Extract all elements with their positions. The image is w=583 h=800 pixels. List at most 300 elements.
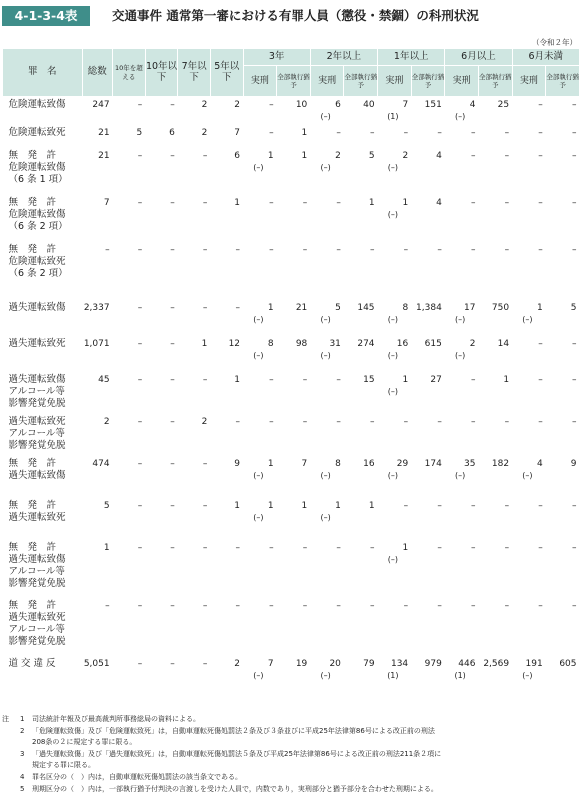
- table-cell: [512, 456, 546, 498]
- table-cell: [82, 300, 113, 336]
- cell-value: –: [336, 600, 341, 611]
- table-cell: [277, 195, 311, 242]
- table-cell: [512, 656, 546, 689]
- cell-value: –: [137, 100, 143, 110]
- table-cell: [277, 456, 311, 498]
- cell-value: 5,051: [83, 658, 110, 669]
- table-cell: [243, 372, 277, 414]
- crime-name-line: 影響発覚免脱: [8, 635, 66, 647]
- cell-value: –: [137, 658, 143, 669]
- cell-value: –: [403, 600, 409, 611]
- row-crime-name: [3, 195, 83, 242]
- table-cell: [277, 97, 311, 125]
- table-cell: [512, 300, 546, 336]
- table-cell: [478, 336, 512, 372]
- cell-value: –: [437, 416, 442, 427]
- partial-suspension-count: (–): [320, 314, 331, 324]
- cell-value: –: [437, 542, 442, 553]
- table-cell: [178, 97, 211, 125]
- table-cell: [82, 148, 113, 195]
- cell-value: 2: [335, 150, 341, 161]
- cell-value: –: [538, 127, 543, 138]
- table-cell: [411, 148, 445, 195]
- row-crime-name: [3, 414, 83, 456]
- table-cell: [277, 414, 311, 456]
- cell-value: –: [370, 127, 375, 138]
- cell-value: –: [105, 244, 110, 255]
- footnote-item: [0, 749, 583, 772]
- table-cell: [478, 498, 512, 540]
- table-cell: [546, 97, 580, 125]
- cell-value: –: [202, 500, 208, 511]
- table-cell: [411, 97, 445, 125]
- subheader-yuyo: 全部執行猶予: [411, 66, 445, 97]
- cell-value: –: [235, 416, 241, 427]
- table-row: [3, 456, 580, 498]
- cell-value: –: [269, 542, 274, 553]
- table-cell: [546, 456, 580, 498]
- cell-value: 98: [295, 338, 308, 349]
- table-cell: [344, 97, 378, 125]
- table-cell: [478, 414, 512, 456]
- table-cell: [478, 456, 512, 498]
- cell-value: –: [202, 244, 208, 255]
- table-cell: [344, 125, 378, 148]
- subheader-yuyo: 全部執行猶予: [478, 66, 512, 97]
- cell-value: –: [572, 338, 577, 349]
- table-cell: [243, 148, 277, 195]
- table-cell: [512, 336, 546, 372]
- cell-value: 20: [329, 658, 341, 669]
- cell-value: –: [538, 100, 543, 110]
- partial-suspension-count: (–): [455, 470, 466, 480]
- cell-value: 2: [201, 127, 208, 138]
- table-cell: [445, 97, 479, 125]
- cell-value: 7: [301, 458, 308, 469]
- partial-suspension-count: (–): [320, 512, 331, 522]
- cell-value: –: [269, 127, 274, 138]
- partial-suspension-count: (–): [522, 670, 533, 680]
- cell-value: –: [470, 600, 476, 611]
- cell-value: –: [572, 374, 577, 385]
- partial-suspension-count: (–): [387, 350, 398, 360]
- table-cell: [445, 125, 479, 148]
- cell-value: –: [170, 658, 175, 669]
- cell-value: 8: [402, 302, 409, 313]
- table-cell: [243, 656, 277, 689]
- cell-value: –: [470, 150, 476, 161]
- cell-value: –: [370, 416, 375, 427]
- cell-value: –: [470, 197, 476, 208]
- table-cell: [210, 456, 243, 498]
- cell-value: –: [470, 244, 476, 255]
- cell-value: 1: [267, 458, 274, 469]
- cell-value: 1: [267, 500, 274, 511]
- table-cell: [82, 125, 113, 148]
- crime-name-line: 危険運転致傷: [8, 208, 66, 220]
- cell-value: –: [137, 244, 143, 255]
- cell-value: –: [336, 127, 341, 138]
- table-cell: [178, 336, 211, 372]
- crime-name-line: 過失運転致死: [8, 611, 66, 623]
- table-cell: [243, 97, 277, 125]
- table-cell: [512, 414, 546, 456]
- table-cell: [310, 656, 344, 689]
- footnote-line: 「過失運転致傷」及び「過失運転致死」は，自動車運転死傷処罰法５条及び平成25年法律第86号による改正前の刑法211条２項に: [32, 749, 442, 758]
- cell-value: 16: [396, 338, 409, 349]
- footnote-number: 1: [20, 715, 25, 723]
- cell-value: –: [269, 416, 274, 427]
- table-cell: [210, 540, 243, 598]
- cell-value: –: [504, 150, 510, 161]
- cell-value: –: [370, 244, 375, 255]
- cell-value: –: [538, 338, 543, 349]
- cell-value: –: [202, 542, 208, 553]
- cell-value: –: [572, 244, 577, 255]
- cell-value: 21: [98, 150, 110, 161]
- table-cell: [445, 456, 479, 498]
- partial-suspension-count: (–): [253, 670, 264, 680]
- table-cell: [113, 300, 146, 336]
- cell-value: 2: [103, 416, 110, 427]
- row-crime-name: [3, 372, 83, 414]
- cell-value: 1: [103, 542, 110, 553]
- cell-value: –: [170, 458, 175, 469]
- cell-value: –: [336, 416, 341, 427]
- partial-suspension-count: (1): [387, 112, 399, 121]
- table-cell: [411, 125, 445, 148]
- partial-suspension-count: (–): [253, 512, 264, 522]
- table-cell: [178, 195, 211, 242]
- footnote-item: [0, 784, 583, 796]
- table-cell: [378, 195, 412, 242]
- cell-value: –: [470, 127, 476, 138]
- crime-name-line: 過失運転致死: [8, 337, 66, 349]
- cell-value: –: [137, 458, 143, 469]
- col-header-3y: 3年: [243, 49, 310, 66]
- cell-value: 1: [267, 302, 274, 313]
- cell-value: –: [403, 244, 409, 255]
- table-cell: [546, 242, 580, 300]
- table-cell: [82, 540, 113, 598]
- col-header-1y-plus: 1年以上: [378, 49, 445, 66]
- crime-name-line: 無 発 許: [8, 149, 57, 161]
- cell-value: 1: [234, 197, 241, 208]
- crime-name-line: 影響発覚免脱: [8, 439, 66, 451]
- table-cell: [411, 656, 445, 689]
- cell-value: 40: [363, 100, 375, 110]
- table-cell: [210, 372, 243, 414]
- table-row: [3, 195, 580, 242]
- table-cell: [178, 372, 211, 414]
- table-cell: [310, 97, 344, 125]
- table-cell: [310, 598, 344, 656]
- table-cell: [82, 498, 113, 540]
- cell-value: 1,071: [83, 338, 110, 349]
- table-cell: [478, 97, 512, 125]
- table-cell: [546, 125, 580, 148]
- cell-value: –: [538, 542, 543, 553]
- table-cell: [82, 97, 113, 125]
- table-cell: [445, 598, 479, 656]
- cell-value: –: [572, 416, 577, 427]
- table-row: [3, 300, 580, 336]
- footnote-number: 4: [20, 772, 25, 781]
- table-cell: [546, 148, 580, 195]
- table-cell: [178, 125, 211, 148]
- subheader-jitsu: 実刑: [310, 66, 344, 97]
- row-crime-name: [3, 336, 83, 372]
- table-cell: [210, 300, 243, 336]
- partial-suspension-count: (–): [387, 470, 398, 480]
- table-cell: [411, 414, 445, 456]
- cell-value: 6: [169, 127, 175, 138]
- cell-value: 1: [301, 127, 308, 138]
- cell-value: 605: [559, 658, 577, 669]
- cell-value: 45: [98, 374, 110, 385]
- cell-value: 9: [570, 458, 577, 469]
- table-cell: [113, 456, 146, 498]
- table-cell: [113, 242, 146, 300]
- footnote-number: 3: [20, 749, 25, 758]
- cell-value: –: [170, 150, 175, 161]
- cell-value: 17: [463, 302, 476, 313]
- table-cell: [478, 148, 512, 195]
- table-cell: [145, 242, 178, 300]
- table-cell: [145, 125, 178, 148]
- cell-value: –: [572, 100, 577, 110]
- cell-value: 35: [463, 458, 476, 469]
- table-cell: [378, 97, 412, 125]
- table-cell: [310, 498, 344, 540]
- cell-value: 5: [136, 127, 143, 138]
- table-cell: [243, 598, 277, 656]
- table-cell: [310, 372, 344, 414]
- cell-value: 2: [469, 338, 476, 349]
- row-crime-name: [3, 148, 83, 195]
- table-cell: [411, 300, 445, 336]
- subheader-yuyo: 全部執行猶予: [344, 66, 378, 97]
- table-cell: [344, 540, 378, 598]
- table-cell: [310, 195, 344, 242]
- table-cell: [310, 456, 344, 498]
- table-cell: [145, 656, 178, 689]
- table-cell: [411, 195, 445, 242]
- table-cell: [277, 242, 311, 300]
- cell-value: –: [170, 542, 175, 553]
- table-cell: [445, 372, 479, 414]
- table-cell: [344, 456, 378, 498]
- table-cell: [344, 414, 378, 456]
- cell-value: –: [170, 100, 175, 110]
- table-cell: [145, 498, 178, 540]
- table-cell: [512, 540, 546, 598]
- footnote-item: [0, 714, 583, 726]
- table-cell: [210, 414, 243, 456]
- cell-value: 7: [402, 100, 409, 110]
- cell-value: –: [437, 600, 442, 611]
- cell-value: –: [137, 302, 143, 313]
- table-cell: [344, 336, 378, 372]
- table-cell: [344, 656, 378, 689]
- cell-value: –: [572, 542, 577, 553]
- col-header-over10: 10年を超える: [113, 49, 146, 97]
- cell-value: 27: [430, 374, 442, 385]
- cell-value: –: [137, 416, 143, 427]
- table-cell: [243, 125, 277, 148]
- table-cell: [243, 300, 277, 336]
- table-cell: [277, 656, 311, 689]
- cell-value: –: [269, 600, 274, 611]
- cell-value: –: [572, 500, 577, 511]
- cell-value: 1: [503, 374, 510, 385]
- table-cell: [82, 656, 113, 689]
- cell-value: –: [170, 338, 175, 349]
- cell-value: 979: [424, 658, 442, 669]
- table-cell: [512, 148, 546, 195]
- table-cell: [478, 300, 512, 336]
- partial-suspension-count: (–): [253, 350, 264, 360]
- crime-name-line: アルコール等: [8, 427, 65, 439]
- table-cell: [82, 414, 113, 456]
- table-cell: [113, 414, 146, 456]
- cell-value: –: [170, 244, 175, 255]
- cell-value: 5: [103, 500, 110, 511]
- cell-value: 134: [390, 658, 409, 669]
- era-label: （令和２年）: [532, 38, 577, 47]
- footnote-line: 208条の２に規定する罪に限る。: [32, 738, 137, 747]
- cell-value: –: [538, 244, 543, 255]
- cell-value: –: [538, 374, 543, 385]
- cell-value: –: [202, 658, 208, 669]
- col-header-2y-plus: 2年以上: [310, 49, 377, 66]
- table-cell: [445, 656, 479, 689]
- crime-name-line: 危険運転致傷: [8, 99, 66, 110]
- cell-value: 2: [201, 416, 208, 427]
- partial-suspension-count: (–): [320, 670, 331, 680]
- cell-value: –: [572, 197, 577, 208]
- cell-value: 1: [402, 374, 409, 385]
- cell-value: 2: [234, 658, 241, 669]
- table-cell: [277, 125, 311, 148]
- cell-value: 31: [329, 338, 341, 349]
- cell-value: –: [170, 416, 175, 427]
- cell-value: 15: [363, 374, 375, 385]
- table-cell: [210, 656, 243, 689]
- cell-value: –: [137, 338, 143, 349]
- table-cell: [546, 372, 580, 414]
- cell-value: 7: [234, 127, 241, 138]
- table-row: [3, 336, 580, 372]
- crime-name-line: 無 発 許: [8, 599, 57, 611]
- cell-value: –: [538, 197, 543, 208]
- table-title: 交通事件 通常第一審における有罪人員（懲役・禁錮）の科刑状況: [112, 8, 479, 23]
- table-cell: [512, 125, 546, 148]
- crime-name-line: 道 交 違 反: [8, 657, 56, 669]
- cell-value: 1: [335, 500, 341, 511]
- cell-value: –: [470, 500, 476, 511]
- table-cell: [310, 336, 344, 372]
- table-cell: [378, 456, 412, 498]
- table-cell: [512, 498, 546, 540]
- cell-value: –: [202, 302, 208, 313]
- table-cell: [445, 148, 479, 195]
- cell-value: –: [504, 197, 510, 208]
- cell-value: –: [235, 302, 241, 313]
- cell-value: –: [202, 458, 208, 469]
- cell-value: –: [538, 416, 543, 427]
- table-cell: [243, 498, 277, 540]
- partial-suspension-count: (–): [387, 209, 398, 219]
- cell-value: 474: [92, 458, 110, 469]
- table-cell: [243, 195, 277, 242]
- table-cell: [310, 125, 344, 148]
- cell-value: –: [202, 600, 208, 611]
- footnote-line: 罪名区分の（ ）内は，自動車運転死傷処罰法の該当条文である。: [32, 772, 242, 781]
- footnote-line: 規定する罪に限る。: [32, 761, 95, 770]
- cell-value: 2,569: [483, 658, 510, 669]
- table-cell: [178, 242, 211, 300]
- cell-value: –: [235, 244, 241, 255]
- table-cell: [378, 336, 412, 372]
- partial-suspension-count: (–): [320, 162, 331, 172]
- table-cell: [82, 372, 113, 414]
- cell-value: 2,337: [83, 302, 110, 313]
- crime-name-line: 過失運転致傷: [8, 469, 66, 481]
- cell-value: –: [202, 374, 208, 385]
- table-cell: [512, 195, 546, 242]
- table-cell: [344, 498, 378, 540]
- table-cell: [145, 540, 178, 598]
- partial-suspension-count: (–): [253, 470, 264, 480]
- cell-value: –: [572, 150, 577, 161]
- table-cell: [113, 97, 146, 125]
- crime-name-line: 影響発覚免脱: [8, 397, 66, 409]
- crime-name-line: 危険運転致死: [8, 126, 66, 138]
- table-cell: [178, 300, 211, 336]
- cell-value: –: [470, 416, 476, 427]
- table-cell: [344, 148, 378, 195]
- table-cell: [145, 148, 178, 195]
- cell-value: 1: [301, 500, 308, 511]
- table-cell: [178, 148, 211, 195]
- table-cell: [113, 195, 146, 242]
- cell-value: 1: [368, 500, 375, 511]
- table-cell: [478, 540, 512, 598]
- table-cell: [378, 372, 412, 414]
- table-cell: [145, 300, 178, 336]
- subheader-yuyo: 全部執行猶予: [546, 66, 580, 97]
- table-cell: [512, 598, 546, 656]
- cell-value: 2: [402, 150, 409, 161]
- subheader-jitsu: 実刑: [378, 66, 412, 97]
- cell-value: –: [504, 500, 510, 511]
- partial-suspension-count: (–): [253, 162, 264, 172]
- cell-value: 8: [267, 338, 274, 349]
- cell-value: 1: [301, 150, 308, 161]
- table-row: [3, 414, 580, 456]
- cell-value: –: [170, 197, 175, 208]
- partial-suspension-count: (–): [387, 386, 398, 396]
- cell-value: –: [504, 416, 510, 427]
- partial-suspension-count: (–): [522, 470, 533, 480]
- row-crime-name: [3, 456, 83, 498]
- crime-name-line: 無 発 許: [8, 457, 57, 469]
- footnote-item: [0, 772, 583, 784]
- table-cell: [243, 336, 277, 372]
- cell-value: –: [170, 600, 175, 611]
- table-header: [0, 0, 583, 30]
